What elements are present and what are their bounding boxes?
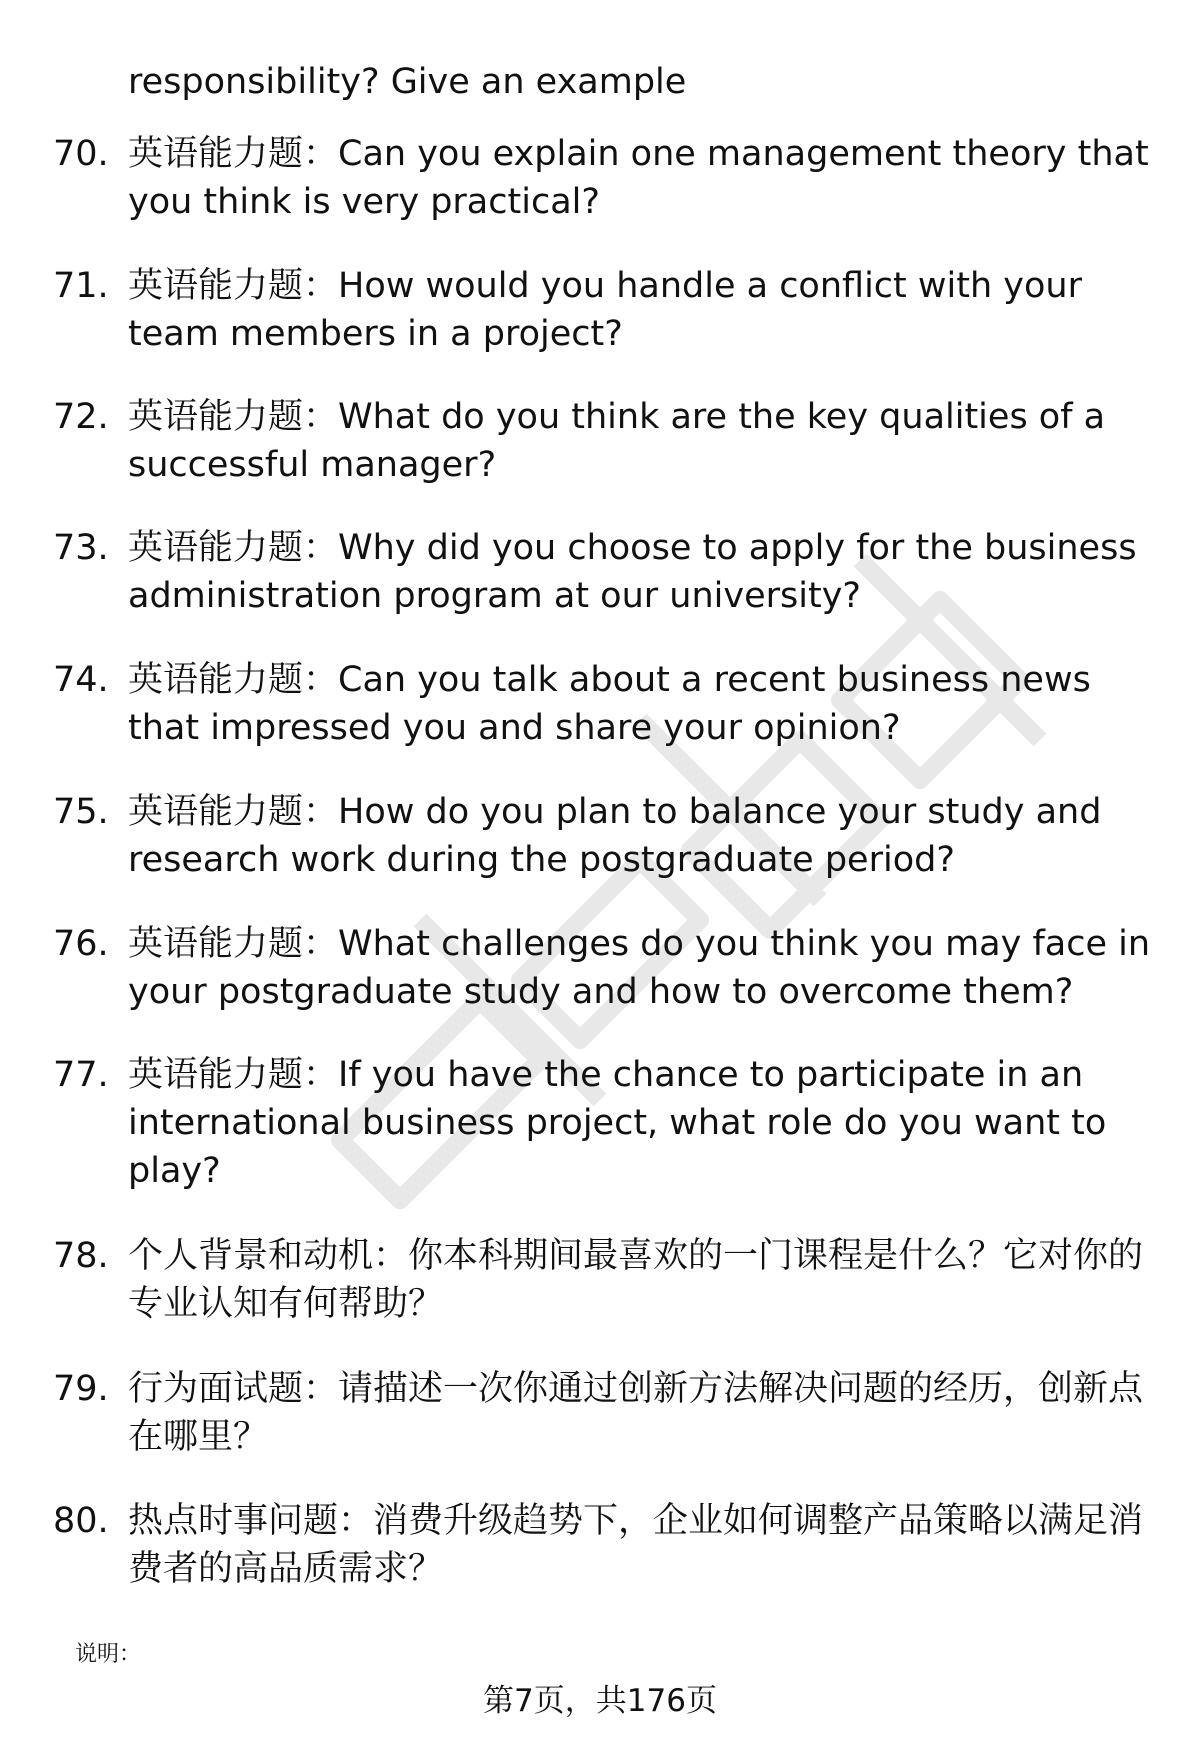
question-number: 73.	[53, 528, 109, 568]
question-text: 英语能力题：Can you explain one management theory that you think is very practical?	[128, 134, 1149, 222]
question-text: 个人背景和动机：你本科期间最喜欢的一门课程是什么？它对你的专业认知有何帮助？	[128, 1236, 1144, 1324]
question-text: 英语能力题：What do you think are the key qualities of a successful manager?	[128, 397, 1106, 485]
question-text: 行为面试题：请描述一次你通过创新方法解决问题的经历，创新点在哪里？	[128, 1369, 1144, 1457]
question-number: 79.	[53, 1369, 109, 1409]
question-text: 英语能力题：How would you handle a conflict with your team members in a project?	[128, 266, 1082, 354]
question-number: 72.	[53, 397, 109, 437]
question-text: 英语能力题：Why did you choose to apply for the business administration program at our university?	[128, 528, 1137, 616]
question-number: 76.	[53, 924, 109, 964]
question-number: 80.	[53, 1501, 109, 1541]
question-text: 热点时事问题：消费升级趋势下，企业如何调整产品策略以满足消费者的高品质需求？	[128, 1501, 1144, 1589]
question-number: 75.	[53, 792, 109, 832]
page-indicator: 第7页，共176页	[483, 1683, 717, 1719]
continuation-text: responsibility? Give an example	[128, 62, 687, 102]
question-number: 71.	[53, 266, 109, 306]
question-number: 74.	[53, 660, 109, 700]
note-label: 说明：	[75, 1642, 142, 1667]
question-number: 77.	[53, 1055, 109, 1095]
question-text: 英语能力题：Can you talk about a recent business news that impressed you and share your opinion?	[128, 660, 1091, 748]
question-text: 英语能力题：How do you plan to balance your study and research work during the postgraduate period?	[128, 792, 1102, 880]
question-text: 英语能力题：What challenges do you think you may face in your postgraduate study and how to overcome them?	[128, 924, 1151, 1012]
question-number: 78.	[53, 1236, 109, 1276]
question-text: 英语能力题：If you have the chance to participate in an international business project, what role do you want to play?	[128, 1055, 1107, 1191]
question-number: 70.	[53, 134, 109, 174]
